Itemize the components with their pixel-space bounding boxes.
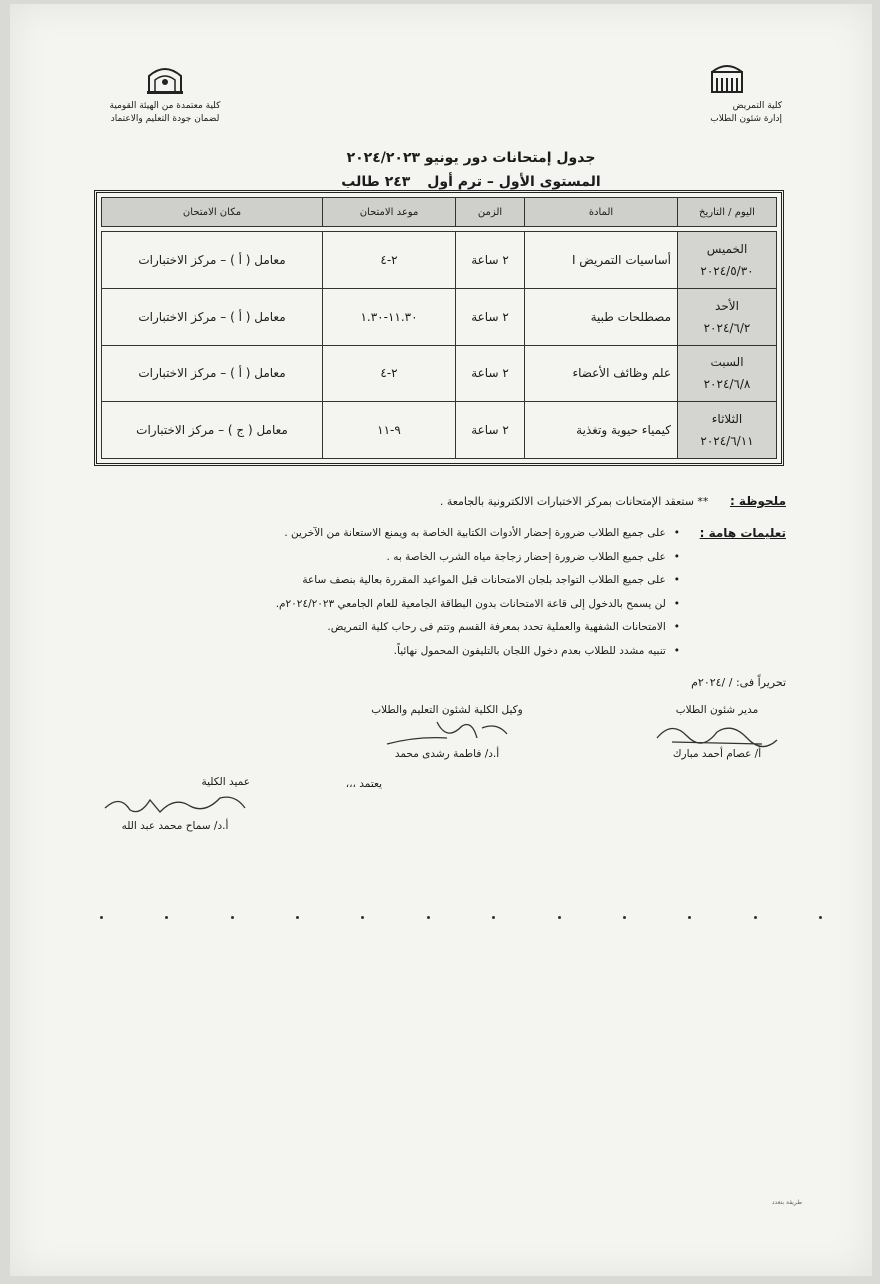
faculty-logo-icon [672, 62, 782, 96]
list-item: • على جميع الطلاب ضرورة إحضار زجاجة مياه الشرب الخاصة به . [120, 546, 680, 570]
approval-label: يعتمد ،،، [345, 778, 382, 790]
title-line-1: جدول إمتحانات دور يونيو ٢٠٢٤/٢٠٢٣ [346, 150, 596, 166]
exam-schedule-table [94, 190, 784, 466]
row-date: ٢٠٢٤/٥/٣٠ [700, 263, 754, 278]
list-item: • على جميع الطلاب ضرورة إحضار الأدوات الكتابية الخاصة به ويمنع الاستعانة من الآخرين . [120, 522, 680, 546]
row-day: الثلاثاء [711, 412, 743, 427]
row-place: معامل ( ج ) – مركز الاختبارات [102, 402, 323, 459]
table-row [102, 288, 777, 345]
note [440, 494, 786, 508]
row-date: ٢٠٢٤/٦/٢ [703, 320, 751, 335]
signature-name: أ/ عصام أحمد مبارك [672, 748, 762, 760]
row-place: معامل ( أ ) – مركز الاختبارات [102, 288, 323, 345]
row-day: السبت [710, 355, 744, 370]
signature-scribble-icon [100, 790, 250, 820]
row-place: معامل ( أ ) – مركز الاختبارات [102, 232, 323, 289]
accreditation-logo-icon [90, 62, 240, 96]
document-page [10, 4, 872, 1276]
signature-title: مدير شئون الطلاب [675, 704, 759, 716]
list-item: • الامتحانات الشفهية والعملية تحدد بمعرفة القسم وتتم فى رحاب كلية التمريض. [120, 616, 680, 640]
department-name: إدارة شئون الطلاب [710, 114, 782, 124]
row-time: ٢-٤ [323, 345, 456, 402]
document-title [10, 146, 872, 194]
row-date: ٢٠٢٤/٦/١١ [700, 434, 754, 449]
list-item: • لن يسمح بالدخول إلى قاعة الامتحانات بدون البطاقة الجامعية للعام الجامعي ٢٠٢٤/٢٠٢٣م. [120, 593, 680, 617]
note-label: ملحوظة : [729, 494, 786, 508]
header-time: موعد الامتحان [323, 198, 456, 227]
instructions-label: تعليمات هامة : [699, 526, 786, 540]
signature-scribble-icon [377, 718, 517, 748]
row-day-date [678, 288, 777, 345]
title-student-count: ٢٤٣ طالب [341, 174, 411, 190]
row-duration: ٢ ساعة [456, 402, 525, 459]
faculty-name: كلية التمريض [732, 101, 782, 111]
accreditation-line-2: لضمان جودة التعليم والاعتماد [110, 114, 220, 124]
row-day-date [678, 232, 777, 289]
row-subject: أساسيات التمريض I [525, 232, 678, 289]
signature-title: وكيل الكلية لشئون التعليم والطلاب [371, 704, 523, 716]
signature-name: أ.د/ سماح محمد عبد الله [121, 820, 229, 832]
row-subject: كيمياء حيوية وتغذية [525, 402, 678, 459]
signature-title: عميد الكلية [201, 776, 250, 788]
row-time: ١١.٣٠-١.٣٠ [323, 288, 456, 345]
header-place: مكان الامتحان [102, 198, 323, 227]
instructions-list [120, 522, 680, 663]
signature-dean [100, 776, 250, 832]
header-duration: الزمن [456, 198, 525, 227]
accreditation-header [90, 62, 240, 126]
table-header-row [102, 198, 777, 227]
signature-vice-dean [347, 704, 547, 760]
row-duration: ٢ ساعة [456, 288, 525, 345]
list-item: • تنبيه مشدد للطلاب بعدم دخول اللجان بالتليفون المحمول نهائياً. [120, 640, 680, 664]
faculty-header [672, 62, 782, 126]
header-day-date: اليوم / التاريخ [678, 198, 777, 227]
table-row [102, 232, 777, 289]
row-duration: ٢ ساعة [456, 345, 525, 402]
signature-scribble-icon [652, 718, 782, 748]
row-date: ٢٠٢٤/٦/٨ [703, 377, 751, 392]
row-day: الخميس [706, 241, 748, 256]
table-row [102, 345, 777, 402]
dotted-separator [100, 916, 822, 919]
row-subject: مصطلحات طبية [525, 288, 678, 345]
row-day-date [678, 402, 777, 459]
signature-students-affairs [642, 704, 792, 760]
list-item: • على جميع الطلاب التواجد بلجان الامتحانات قبل المواعيد المقررة بعالية بنصف ساعة [120, 569, 680, 593]
note-text: ** ستعقد الإمتحانات بمركز الاختبارات الالكترونية بالجامعة . [439, 495, 709, 508]
table-row [102, 402, 777, 459]
accreditation-line-1: كلية معتمدة من الهيئة القومية [109, 101, 221, 111]
header-subject: المادة [525, 198, 678, 227]
title-level: المستوى الأول – ترم أول [427, 174, 601, 190]
issue-date: تحريراً فى: / /٢٠٢٤م [691, 676, 786, 689]
row-subject: علم وظائف الأعضاء [525, 345, 678, 402]
row-time: ٢-٤ [323, 232, 456, 289]
row-time: ٩-١١ [323, 402, 456, 459]
signature-name: أ.د/ فاطمة رشدى محمد [394, 748, 500, 760]
row-day-date [678, 345, 777, 402]
row-place: معامل ( أ ) – مركز الاختبارات [102, 345, 323, 402]
row-duration: ٢ ساعة [456, 232, 525, 289]
corner-mark: طريقة بتعدد [771, 1199, 802, 1206]
row-day: الأحد [715, 298, 739, 313]
